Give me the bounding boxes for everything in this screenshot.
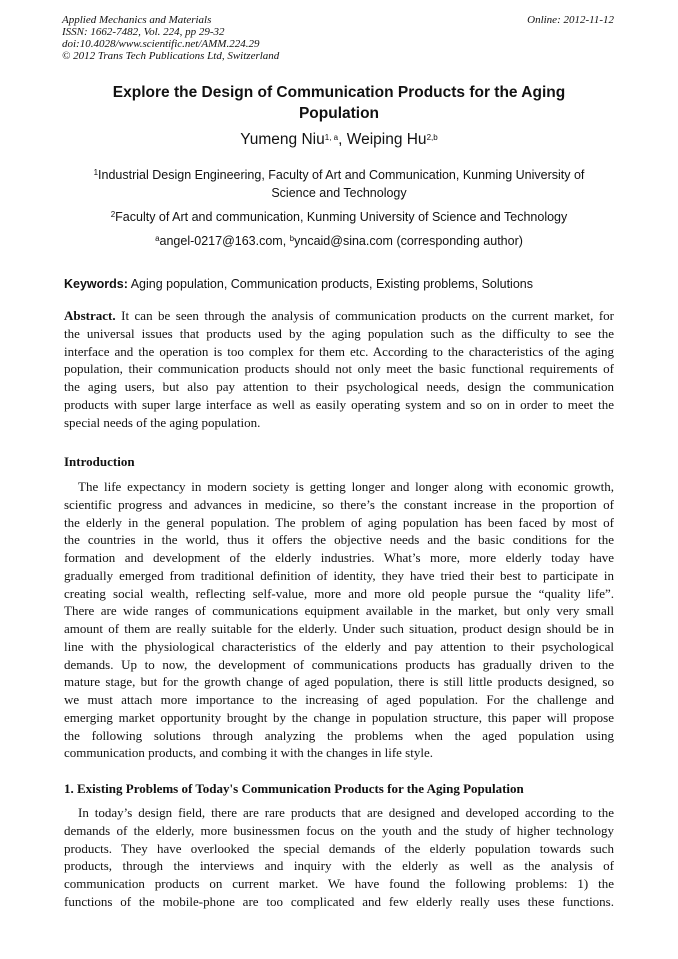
text-line-content: products. They have overlooked the special demands of the elderly population towards such <box>64 840 614 856</box>
text-line <box>64 514 614 532</box>
text-line-content: formation and development of the elderly industries. What’s more, more elderly today have <box>64 550 614 565</box>
text-line <box>64 414 614 432</box>
text-line <box>64 893 614 911</box>
abstract <box>64 307 614 431</box>
author-sup: 1, a <box>324 133 339 142</box>
text-line-content: creating social wealth, reflecting self-value, more and more old people pursue the “quality life”. <box>64 585 614 601</box>
section-1-heading: 1. Existing Problems of Today's Communication Products for the Aging Population <box>64 781 524 796</box>
aff-text: Industrial Design Engineering, Faculty of Art and Communication, Kunming University of <box>98 168 585 182</box>
email-b: yncaid@sina.com (corresponding author) <box>294 234 523 248</box>
abstract-line <box>64 307 614 325</box>
online-date: Online: 2012-11-12 <box>527 14 614 26</box>
text-line-content: communication products, and combing it with the changes in life style. <box>64 745 433 761</box>
text-line <box>64 360 614 378</box>
author-name: Yumeng Niu <box>240 131 325 148</box>
text-line-content: special needs of the aging population. <box>64 414 261 430</box>
text-line <box>64 875 614 893</box>
text-line-content: emerging market opportunity brought by the change in population structure, this paper will propose <box>64 709 614 725</box>
text-line <box>64 744 614 762</box>
aff-text: Science and Technology <box>271 186 407 200</box>
author-separator: , <box>338 131 347 148</box>
text-line-content: we must attach more importance to the increasing of aged population. For the challenge and <box>64 692 614 707</box>
text-line-content: the aging users, but also pay attention to their psychological needs, design the communication <box>64 379 614 394</box>
section-1-body <box>64 804 614 911</box>
text-line-content: There are wide ranges of communications equipment available in the market, but only very small <box>64 603 614 619</box>
affiliation-2 <box>64 208 614 226</box>
keywords-label: Keywords: <box>64 277 128 291</box>
aff-sup: 2 <box>110 210 116 219</box>
text-line <box>64 804 614 822</box>
title-line: Explore the Design of Communication Products for the Aging <box>112 84 566 101</box>
text-line <box>64 567 614 585</box>
text-line-content: The life expectancy in modern society is getting longer and longer along with economic growth, <box>78 479 614 494</box>
copyright: © 2012 Trans Tech Publications Ltd, Switzerland <box>62 50 280 62</box>
keywords <box>64 276 533 293</box>
aff-text: Faculty of Art and communication, Kunming University of Science and Technology <box>115 210 568 224</box>
authors <box>64 130 614 150</box>
text-line-content: products, through the interviews and inquiry with the elderly as well as the analysis of <box>64 858 614 874</box>
text-line <box>64 656 614 674</box>
text-line-content: functions of the mobile-phone are too complicated and few elderly really uses these functions. <box>64 893 614 909</box>
abstract-label: Abstract. <box>64 308 116 323</box>
text-line <box>64 378 614 396</box>
text-line-content: line with the physiological characteristics of the elderly and pay attention to their psychological <box>64 638 614 654</box>
journal-name: Applied Mechanics and Materials <box>62 14 212 26</box>
email-a: angel-0217@163.com, <box>159 234 290 248</box>
text-line-content: demands of the elderly, more businessmen focus on the youth and the study of higher technology <box>64 822 614 838</box>
text-line-content: mature stage, but for the growth change of aged population, there is still little products designed, so <box>64 674 614 690</box>
author-sup: 2,b <box>426 133 438 142</box>
text-line <box>64 638 614 656</box>
journal-header <box>62 14 279 62</box>
text-line <box>64 602 614 620</box>
text-line <box>64 822 614 840</box>
text-line <box>64 709 614 727</box>
introduction-heading: Introduction <box>64 454 135 469</box>
email-sup: a <box>155 234 160 243</box>
paper-title <box>64 82 614 124</box>
text-line-content: the elderly in the general population. The problem of aging population has been faced by most of <box>64 514 614 530</box>
text-line <box>64 343 614 361</box>
text-line-content: scientific progress and advances in medicine, so there’s the constant increase in the proportion of <box>64 496 614 512</box>
text-line-content: the universal issues that products used by the aging population such as the difficulty to see the <box>64 325 614 341</box>
text-line-content: demands. Up to now, the development of communications products has gradually driven to the <box>64 656 614 672</box>
affiliation-1 <box>64 166 614 202</box>
author-name: Weiping Hu <box>346 131 427 148</box>
title-line: Population <box>298 105 380 122</box>
text-line <box>64 727 614 745</box>
text-line-content: In today’s design field, there are rare products that are designed and developed according to the <box>78 805 614 820</box>
text-line-content: gradually emerged from traditional definition of identity, they have tried their best to participate in <box>64 567 614 583</box>
issn: ISSN: 1662-7482, Vol. 224, pp 29-32 <box>62 26 225 38</box>
text-line <box>64 549 614 567</box>
text-line <box>64 691 614 709</box>
text-line <box>64 620 614 638</box>
introduction-body <box>64 478 614 762</box>
keywords-text: Aging population, Communication products, Existing problems, Solutions <box>127 277 533 291</box>
text-line <box>64 325 614 343</box>
text-line-content: the countries in the world, thus it offers the objective needs and the basic conditions for the <box>64 532 614 548</box>
text-line-content: population, their communication products should not only meet the basic functional requirements of <box>64 361 614 377</box>
text-line-content: amount of them are really suitable for the elderly. Under such situation, product design should be in <box>64 621 614 636</box>
text-line <box>64 840 614 858</box>
text-line-content: interface and the operation is too complex for them etc. According to the characteristics of the aging <box>64 343 614 359</box>
text-line-content: products with super large interface as well as easily operating system and so on in order to meet the <box>64 396 614 412</box>
emails <box>64 232 614 250</box>
email-sup: b <box>289 234 295 243</box>
text-line <box>64 531 614 549</box>
doi: doi:10.4028/www.scientific.net/AMM.224.29 <box>62 38 260 50</box>
abstract-text: It can be seen through the analysis of communication products on the current market, for <box>115 308 614 323</box>
abstract-body <box>64 325 614 432</box>
text-line-content: the following solutions through analyzing the problems when the aged population using <box>64 727 614 743</box>
text-line <box>64 396 614 414</box>
aff-sup: 1 <box>93 168 99 177</box>
text-line-content: communication products on current market. We have found the following problems: 1) the <box>64 876 614 891</box>
text-line <box>64 496 614 514</box>
text-line <box>64 478 614 496</box>
text-line <box>64 673 614 691</box>
text-line <box>64 585 614 603</box>
text-line <box>64 857 614 875</box>
